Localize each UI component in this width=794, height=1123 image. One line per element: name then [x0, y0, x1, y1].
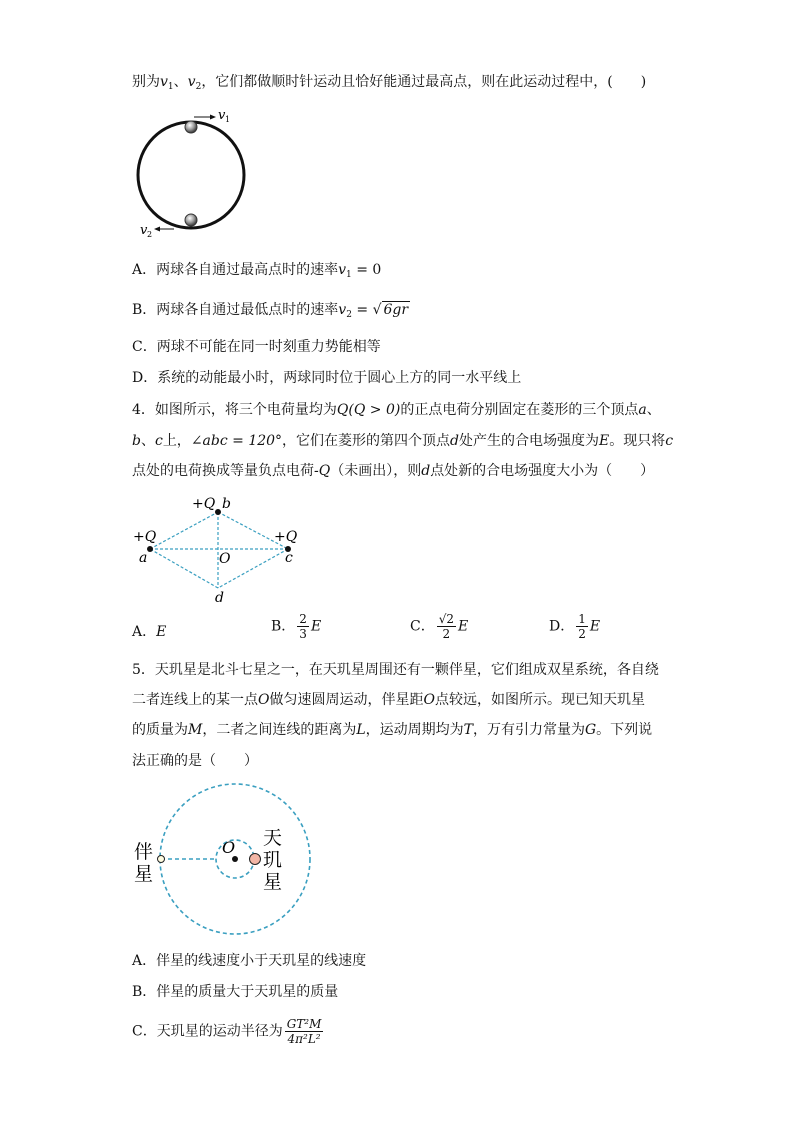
- q3-option-c: [132, 337, 381, 357]
- q3-option-d: [132, 368, 521, 388]
- q4-line2-b: 上，: [162, 433, 191, 449]
- q5-star-char-3: 星: [263, 871, 283, 893]
- q5-companion-star: [158, 856, 165, 863]
- q4-label-a-charge: +Q: [133, 529, 157, 545]
- q5-line3-L: L: [356, 722, 366, 738]
- q4-line3-neg: -Q: [314, 463, 331, 479]
- q3-option-b: [132, 300, 410, 325]
- q5-line3-e: 。下列说: [596, 722, 653, 738]
- q4-point-a: [147, 546, 153, 552]
- q5-option-a-label: A．: [132, 953, 157, 969]
- q5-stem-line3: [132, 720, 652, 740]
- q5-option-b-label: B．: [132, 984, 157, 1000]
- q4-option-b-label: B．: [271, 618, 296, 635]
- q4-point-b: [215, 509, 221, 515]
- q4-label-d: d: [215, 590, 224, 606]
- q5-line2-a: 二者连线上的某一点: [132, 692, 258, 708]
- q5-stem-line2: [132, 690, 645, 710]
- q5-star-char-1: 天: [263, 827, 283, 849]
- q3-top-ball: [185, 121, 197, 133]
- q4-line2-c: ，它们在菱形的第四个顶点: [282, 433, 451, 449]
- q4-label-b-charge: +Q: [192, 496, 216, 512]
- q5-line1: 天玑星是北斗七星之一，在天玑星周围还有一颗伴星，它们组成双星系统，各自绕: [154, 662, 659, 678]
- q3-option-a-tail: = 0: [351, 262, 382, 278]
- q4-line2-e: 。现只将: [609, 433, 666, 449]
- q3-fig-v1-label: v: [218, 108, 226, 123]
- q4-label-b: b: [222, 496, 231, 512]
- q5-line3-d: ，万有引力常量为: [472, 722, 585, 738]
- q4-option-c-label: C．: [410, 618, 435, 635]
- q4-edge-ab: [150, 512, 218, 549]
- q4-stem-line2: [132, 431, 673, 451]
- q4-option-b-math: E: [310, 618, 322, 635]
- q5-option-b: [132, 982, 338, 1002]
- q3-option-c-label: C．: [132, 339, 157, 355]
- q3-option-d-text: 系统的动能最小时，两球同时位于圆心上方的同一水平线上: [157, 370, 522, 386]
- q4-line3-a: 点处的电荷换成等量负点电荷: [132, 463, 314, 479]
- q4-option-d-math: E: [589, 618, 601, 635]
- q5-option-a: [132, 951, 366, 971]
- q4-option-d-num: 1: [578, 612, 586, 626]
- q4-line3-c: 点处新的合电场强度大小为（ ）: [430, 463, 655, 479]
- q5-stem-line4: [132, 751, 258, 771]
- q5-companion-char-1: 伴: [134, 841, 154, 863]
- q5-line3-G: G: [584, 722, 597, 738]
- q3-option-b-eq: =: [351, 302, 373, 318]
- q3-bottom-ball: [185, 214, 197, 226]
- q4-line1-a-var: a: [638, 402, 647, 418]
- q3-v1: v: [160, 74, 168, 90]
- q5-line3-c: ，运动周期均为: [365, 722, 464, 738]
- q4-line1-a: 如图所示，将三个电荷量均为: [154, 402, 337, 418]
- q4-option-d-den: 2: [578, 627, 586, 641]
- q5-tianji-star: [250, 854, 261, 865]
- q3-v2-arrow: [154, 227, 174, 232]
- q5-stem-line1: [132, 660, 659, 680]
- q4-label-c: c: [285, 550, 293, 566]
- q5-line2-b: 做匀速圆周运动，伴星距: [269, 692, 424, 708]
- q5-number: 5．: [132, 662, 155, 678]
- q5-line3-M: M: [188, 722, 203, 738]
- q4-line2-d-var: d: [450, 433, 460, 449]
- q4-option-c-frac: [437, 612, 456, 641]
- q4-option-d-label: D．: [549, 618, 575, 635]
- q3-track-circle: [138, 122, 244, 228]
- q5-option-c-den: 4π²L²: [287, 1032, 321, 1046]
- q4-label-O: O: [219, 551, 231, 567]
- q4-option-b-den: 3: [299, 627, 307, 641]
- q5-line3-T: T: [463, 722, 473, 738]
- q3-option-b-text: 两球各自通过最低点时的速率: [156, 302, 339, 318]
- q3-option-c-text: 两球不可能在同一时刻重力势能相等: [156, 339, 381, 355]
- q3-sep: 、: [173, 74, 188, 90]
- q3-v1-sub: 1: [167, 82, 174, 92]
- q4-line2-a: 、: [140, 433, 155, 449]
- q4-figure: [130, 492, 310, 607]
- q4-option-c: [410, 612, 468, 641]
- q3-option-b-sqrt-body: 6gr: [383, 302, 409, 318]
- q4-option-d-frac: [576, 612, 588, 641]
- q4-line2-d: 处产生的合电场强度为: [459, 433, 600, 449]
- q5-option-c-num: GT²M: [286, 1017, 322, 1031]
- q5-option-b-text: 伴星的质量大于天玑星的质量: [156, 984, 339, 1000]
- q4-option-d: [549, 612, 600, 641]
- q3-option-a-text: 两球各自通过最高点时的速率: [156, 262, 339, 278]
- q3-fig-v2-label: v: [140, 223, 148, 238]
- q3-option-a-sub: 1: [346, 270, 352, 280]
- q5-companion-char-2: 星: [134, 863, 154, 885]
- q4-option-b-frac: [297, 612, 309, 641]
- q5-figure: [130, 782, 320, 942]
- q3-option-a: [132, 260, 381, 285]
- q4-option-b-num: 2: [299, 612, 307, 626]
- q5-option-c: [132, 1017, 325, 1046]
- q3-option-b-sub: 2: [346, 310, 352, 320]
- q4-option-a-math: E: [156, 624, 167, 640]
- q3-v2-sub: 2: [195, 82, 202, 92]
- q4-edge-da: [150, 549, 218, 588]
- q3-option-d-label: D．: [132, 370, 158, 386]
- q4-line1-b: 的正点电荷分别固定在菱形的三个顶点: [400, 402, 639, 418]
- q4-line2-c2: c: [665, 433, 674, 449]
- q4-line2-b-var: b: [132, 433, 141, 449]
- q4-line2-angle: ∠abc = 120°: [190, 433, 283, 449]
- q3-fig-v1-sub: 1: [225, 115, 231, 124]
- q3-figure: [132, 105, 262, 245]
- q3-option-b-label: B．: [132, 302, 157, 318]
- q5-line4: 法正确的是（ ）: [132, 753, 258, 769]
- q5-star-char-2: 玑: [263, 849, 283, 871]
- q3-stem-prefix: 别为: [132, 74, 160, 90]
- q5-line2-O: O: [258, 692, 270, 708]
- q4-line2-E: E: [599, 433, 610, 449]
- q4-line1-c: 、: [646, 402, 661, 418]
- q3-option-a-math: v: [338, 262, 347, 278]
- q3-stem: [132, 72, 646, 97]
- q4-line3-b: （未画出），则: [330, 463, 422, 479]
- q4-option-c-num: √2: [438, 612, 454, 626]
- q5-option-c-frac: [285, 1017, 324, 1046]
- q4-option-c-math: E: [458, 618, 469, 635]
- q5-line3-b: ，二者之间连线的距离为: [202, 722, 357, 738]
- q4-option-a: [132, 622, 166, 642]
- q5-option-a-text: 伴星的线速度小于天玑星的线速度: [156, 953, 367, 969]
- q4-option-a-label: A．: [132, 624, 157, 640]
- q3-v1-arrow: [194, 115, 216, 120]
- q3-v2: v: [187, 74, 196, 90]
- q3-stem-suffix: ，它们都做顺时针运动且恰好能通过最高点，则在此运动过程中，( ): [201, 74, 647, 90]
- q4-label-a: a: [139, 550, 148, 566]
- q3-fig-v2-sub: 2: [147, 230, 153, 239]
- q5-option-c-label: C．: [132, 1023, 157, 1040]
- q5-center-label: O: [222, 838, 236, 857]
- q5-line3-a: 的质量为: [132, 722, 188, 738]
- q5-line2-c: 点较远，如图所示。现已知天玑星: [434, 692, 645, 708]
- q4-number: 4．: [132, 402, 155, 418]
- q3-option-a-label: A．: [132, 262, 157, 278]
- q4-line2-c-var: c: [154, 433, 163, 449]
- q4-stem-line1: [132, 400, 661, 420]
- q4-line3-d: d: [421, 463, 431, 479]
- q4-stem-line3: [132, 461, 654, 481]
- q4-label-c-charge: +Q: [274, 529, 298, 545]
- q4-option-c-den: 2: [442, 627, 451, 641]
- q3-option-b-math: v: [338, 302, 347, 318]
- q5-option-c-text: 天玑星的运动半径为: [156, 1023, 283, 1040]
- q4-line1-math: Q(Q > 0): [336, 402, 401, 418]
- q5-line2-O2: O: [423, 692, 435, 708]
- sqrt-sign-icon: √: [372, 302, 382, 318]
- q4-option-b: [271, 612, 321, 641]
